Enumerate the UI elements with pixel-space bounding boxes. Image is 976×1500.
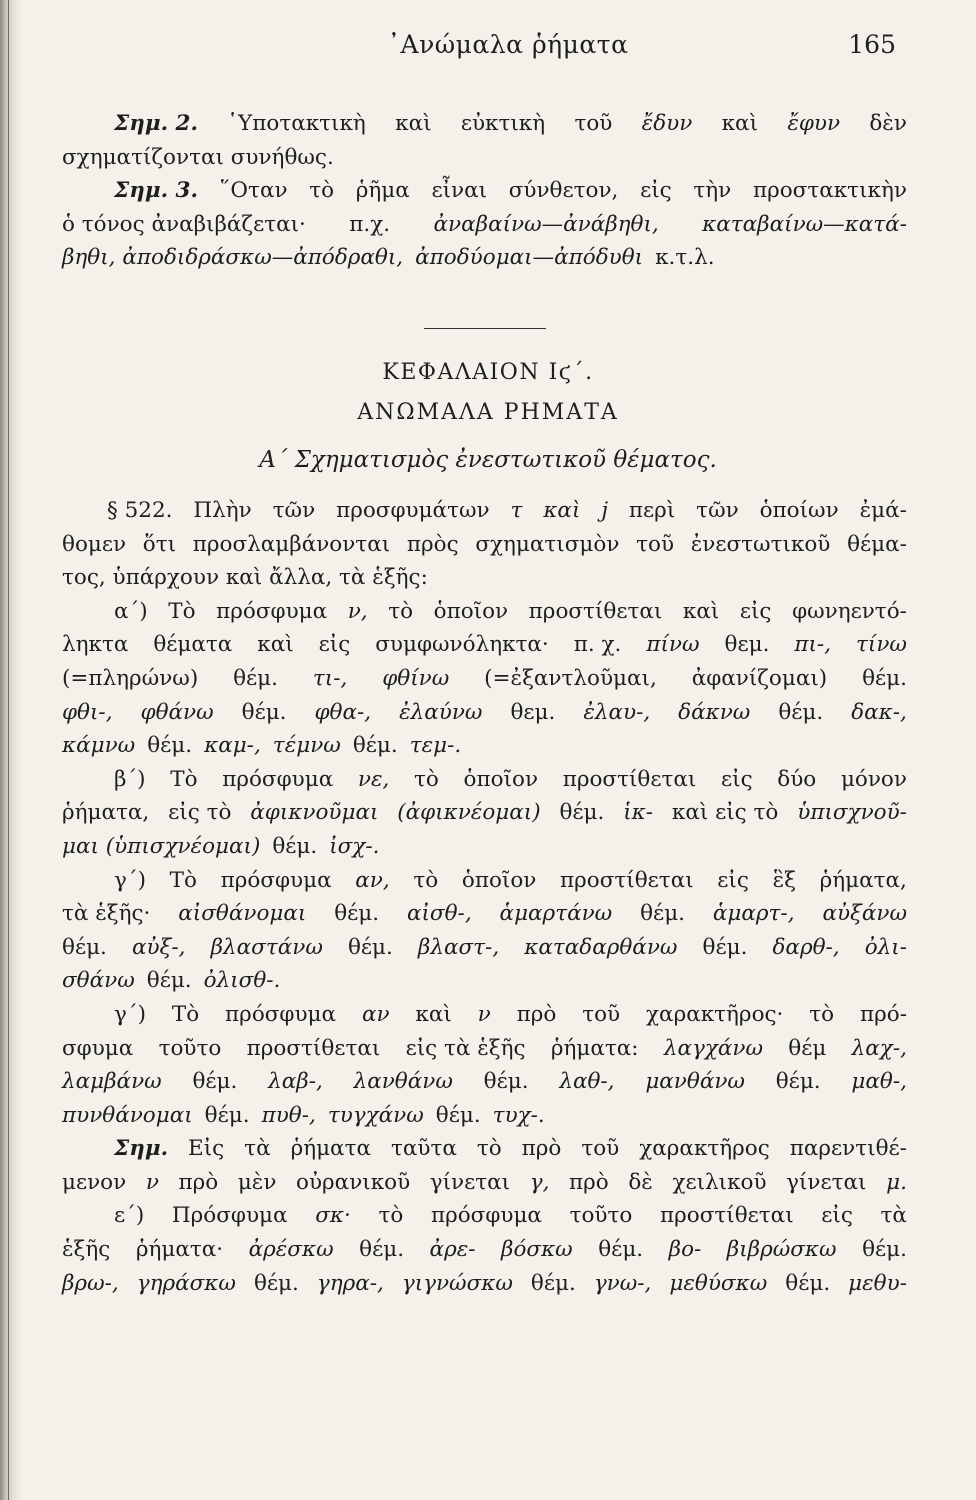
word: προστίθεται — [659, 1203, 794, 1229]
word: λανθάνω — [353, 1069, 453, 1095]
word: θέμ. — [192, 1069, 238, 1095]
word: γιγνώσκω — [401, 1270, 513, 1296]
word: ἑξῆς — [62, 1237, 111, 1263]
word: τὰ — [880, 1203, 907, 1229]
text-line — [62, 208, 907, 242]
word: γίνεται — [786, 1169, 867, 1195]
text-line — [62, 107, 907, 141]
word: περὶ — [628, 498, 676, 523]
word: θομεν — [62, 531, 127, 557]
word: τ — [510, 498, 523, 523]
word: τὸ — [476, 1136, 502, 1162]
word: ῥήματα· — [135, 1237, 224, 1263]
word: τὸ — [388, 598, 414, 624]
word: ὀλισθ-. — [203, 968, 281, 994]
word: κάμνω — [62, 733, 136, 759]
word: μεθύσκω — [669, 1270, 768, 1296]
word: ἀρέσκω — [248, 1237, 334, 1263]
word: τεμ-. — [409, 733, 462, 759]
text-line — [62, 662, 907, 696]
word: θεμ. — [510, 699, 556, 725]
word: φωνηεντό- — [792, 598, 907, 624]
body-text — [62, 494, 907, 1300]
word: π. χ. — [573, 632, 622, 658]
text-line — [62, 174, 907, 208]
word: ἐλαύνω — [399, 699, 483, 725]
word: ῥήματα, — [819, 867, 907, 893]
word: τι-, — [312, 665, 348, 691]
word: προστίθεται — [528, 598, 663, 624]
word: φθι-, — [62, 699, 113, 725]
word: ἰσχ-. — [329, 833, 380, 859]
word: καὶ εἰς τὸ — [671, 800, 779, 826]
text-line — [62, 1199, 907, 1233]
word: ὅτι — [142, 531, 177, 557]
word: καταδαρθάνω — [524, 934, 678, 960]
word: καταβαίνω—κατά- — [702, 211, 907, 237]
word: βρω-, — [62, 1270, 119, 1296]
word: βιβρώσκω — [726, 1237, 837, 1263]
word: πρόσφυμα — [222, 766, 334, 792]
word: τὰ — [244, 1136, 271, 1162]
word: λαμβάνω — [62, 1069, 162, 1095]
word: ὁποίων — [759, 498, 839, 523]
word: τίνω — [856, 632, 907, 658]
word: θέμ. — [559, 800, 605, 826]
word: ὁποῖον — [433, 598, 509, 624]
word: δὲ — [628, 1169, 653, 1195]
word: θέμ. — [147, 733, 193, 759]
word: ῥῆμα — [355, 178, 410, 204]
word: θέμ. — [598, 1237, 644, 1263]
word: θέμ. — [862, 1237, 907, 1263]
word: ε΄) — [114, 1203, 145, 1229]
word: γ΄) — [114, 1001, 146, 1027]
word: γνω-, — [593, 1270, 652, 1296]
chapter-title: ΑΝΩΜΑΛΑ ΡΗΜΑΤΑ — [357, 400, 619, 425]
word: ῾Υποτακτικὴ — [227, 111, 366, 136]
word: δαρθ-, — [772, 934, 840, 960]
text-line — [62, 561, 907, 595]
word: δακ-, — [851, 699, 907, 725]
word: ἀποδύομαι—ἀπόδυθι — [415, 245, 644, 271]
word: θέμ. — [272, 833, 318, 859]
text-line — [62, 1065, 907, 1099]
word: ἔφυν — [787, 111, 841, 136]
word: καὶ — [721, 111, 758, 136]
word: τῶν — [696, 498, 739, 523]
word: θέμ. — [233, 665, 278, 691]
word: γηράσκω — [136, 1270, 236, 1296]
word: Τὸ — [169, 867, 197, 893]
word: χαρακτῆρος — [639, 1136, 770, 1162]
word: θέμ. — [778, 699, 824, 725]
word: ῞Οταν — [219, 178, 288, 204]
word: προσφυμάτων — [336, 498, 490, 523]
word: μ. — [886, 1169, 907, 1195]
word: αἰσθάνομαι — [178, 901, 307, 927]
word: ἐλαυ-, — [583, 699, 651, 725]
word: σύνθετον, — [508, 178, 619, 204]
word: συμφωνόληκτα· — [375, 632, 549, 658]
word: τὸ — [809, 1001, 835, 1027]
word: καὶ — [543, 498, 581, 523]
word: μανθάνω — [645, 1069, 745, 1095]
word: Τὸ — [171, 1001, 200, 1027]
word: γηρα-, — [316, 1270, 384, 1296]
word: θέμ. — [241, 699, 287, 725]
text-line — [62, 897, 907, 931]
word: νε, — [357, 766, 390, 792]
word: θέμ. — [62, 934, 107, 960]
word: μενον — [62, 1169, 127, 1195]
word: ὁποῖον — [463, 766, 539, 792]
word: βηθι, ἀποδιδράσκω—ἀπόδραθι, — [62, 245, 404, 271]
word: σχηματίζονται συνήθως. — [62, 144, 334, 170]
section-rule — [424, 328, 546, 329]
word: σθάνω — [62, 968, 135, 994]
word: Εἰς — [188, 1136, 225, 1162]
text-line — [62, 1233, 907, 1267]
word: ἐνεστωτικοῦ — [690, 531, 831, 557]
running-title: ᾿Ανώμαλα ῥήματα — [387, 30, 629, 59]
word: π.χ. — [349, 211, 391, 237]
word: πρόσφυμα — [225, 1001, 337, 1027]
word: ῥήματα: — [550, 1035, 639, 1061]
page-binding-edge — [0, 0, 22, 1500]
word: θέμ. — [347, 934, 393, 960]
word: μεθυ- — [848, 1270, 907, 1296]
text-line — [62, 931, 907, 965]
word: ῥήματα — [290, 1136, 371, 1162]
text-line — [62, 864, 907, 898]
text-line — [62, 796, 907, 830]
chapter-subtitle: Α΄ Σχηματισμὸς ἐνεστωτικοῦ θέματος. — [259, 447, 717, 473]
text-line — [62, 696, 907, 730]
text-line — [62, 528, 907, 562]
text-line — [62, 1032, 907, 1066]
word: ἐμά- — [859, 498, 907, 523]
word: ὀλι- — [864, 934, 907, 960]
word: λαθ-, — [559, 1069, 615, 1095]
text-line — [62, 998, 907, 1032]
word: πρὸς — [406, 531, 459, 557]
word: πυνθάνομαι — [62, 1102, 193, 1128]
word: θέματα — [153, 632, 233, 658]
word: λαβ-, — [268, 1069, 323, 1095]
text-line — [62, 763, 907, 797]
word: ἓξ — [772, 867, 796, 893]
word: θέμα- — [847, 531, 907, 557]
word: Σημ. 2. — [114, 111, 198, 136]
word: μόνον — [840, 766, 907, 792]
word: τοῦτο — [569, 1203, 633, 1229]
word: ληκτα — [62, 632, 129, 658]
word: τοῦ — [636, 531, 675, 557]
text-line — [62, 141, 907, 175]
word: φθάνω — [140, 699, 214, 725]
word: χειλικοῦ — [672, 1169, 767, 1195]
word: καὶ — [415, 1001, 452, 1027]
page-number: 165 — [848, 30, 896, 59]
word: ν — [477, 1001, 491, 1027]
word: φθίνω — [382, 665, 450, 691]
text-line — [62, 729, 907, 763]
word: βλαστάνω — [210, 934, 323, 960]
word: j — [601, 498, 608, 523]
word: Πρόσφυμα — [171, 1203, 288, 1229]
word: βλαστ-, — [417, 934, 500, 960]
word: πρό- — [860, 1001, 907, 1027]
word: προστίθεται — [560, 867, 694, 893]
text-line — [62, 964, 907, 998]
word: ἀφανίζομαι) — [691, 665, 828, 691]
text-line — [62, 1099, 907, 1133]
word: εἰς — [717, 867, 749, 893]
word: Σημ. 3. — [114, 178, 198, 204]
word: καὶ — [395, 111, 432, 136]
word: εἰς — [318, 632, 351, 658]
word: πίνω — [646, 632, 700, 658]
word: βόσκω — [501, 1237, 573, 1263]
word: Πλὴν — [193, 498, 252, 523]
word: βο- — [668, 1237, 702, 1263]
word: εἰς — [821, 1203, 853, 1229]
word: τὸ — [414, 766, 439, 792]
word: δάκνω — [678, 699, 751, 725]
word: ἀφικνοῦμαι — [250, 800, 379, 826]
word: μαθ-, — [851, 1069, 907, 1095]
word: ὑπισχνοῦ- — [797, 800, 907, 826]
word: σφυμα — [62, 1035, 134, 1061]
word: χαρακτῆρος· — [646, 1001, 784, 1027]
word: τοῦ — [581, 1136, 620, 1162]
word: θέμ. — [146, 968, 192, 994]
text-line — [62, 628, 907, 662]
word: α΄) — [114, 598, 148, 624]
word: εἰς τὸ — [168, 800, 232, 826]
word: πρὸ — [178, 1169, 219, 1195]
word: αν, — [355, 867, 390, 893]
word: καὶ — [257, 632, 294, 658]
word: πρόσφυμα — [220, 867, 332, 893]
word: οὐρανικοῦ — [296, 1169, 411, 1195]
word: τοῦ — [582, 1001, 621, 1027]
word: θέμ. — [530, 1270, 576, 1296]
word: (=ἐξαντλοῦμαι, — [484, 665, 657, 691]
word: θεμ. — [724, 632, 770, 658]
word: λαγχάνω — [663, 1035, 763, 1061]
word: θέμ. — [359, 1237, 405, 1263]
word: τὸ — [413, 867, 439, 893]
word: δὲν — [869, 111, 907, 136]
word: θέμ. — [640, 901, 685, 927]
word: προστίθεται — [562, 766, 697, 792]
word: εἰς — [721, 766, 753, 792]
word: εὐκτικὴ — [460, 111, 546, 136]
word: τοῦτο — [158, 1035, 222, 1061]
word: θέμ. — [253, 1270, 299, 1296]
word: σχηματισμὸν — [475, 531, 620, 557]
word: προστίθεται — [246, 1035, 381, 1061]
word: αν — [361, 1001, 390, 1027]
word: πρὸ — [521, 1136, 562, 1162]
word: εἰς — [739, 598, 772, 624]
notes-top — [62, 107, 907, 275]
word: τοῦ — [574, 111, 613, 136]
word: ἀναβαίνω—ἀνάβηθι, — [433, 211, 659, 237]
word: αὐξ-, — [131, 934, 186, 960]
word: Τὸ — [170, 766, 198, 792]
page-header — [120, 30, 896, 70]
word: ἔδυν — [641, 111, 693, 136]
word: τὸ — [378, 1203, 404, 1229]
word: τῶν — [272, 498, 316, 523]
word: παρεντιθέ- — [789, 1136, 907, 1162]
word: πρὸ — [569, 1169, 609, 1195]
word: Τὸ — [168, 598, 196, 624]
word: ἁμαρτάνω — [499, 901, 613, 927]
word: τέμνω — [272, 733, 341, 759]
word: θέμ. — [204, 1102, 250, 1128]
word: τὰ ἑξῆς· — [62, 901, 151, 927]
word: θέμ. — [435, 1102, 481, 1128]
word: (=πληρώνω) — [62, 665, 199, 691]
text-line — [62, 830, 907, 864]
word: ν — [145, 1169, 159, 1195]
word: τὸ — [309, 178, 335, 204]
word: ῥήματα, — [62, 800, 150, 826]
text-line — [62, 595, 907, 629]
word: γ, — [529, 1169, 550, 1195]
word: ν, — [347, 598, 368, 624]
word: θέμ. — [785, 1270, 831, 1296]
word: πρόσφυμα — [216, 598, 328, 624]
word: ἱκ- — [623, 800, 654, 826]
word: ἀρε- — [429, 1237, 476, 1263]
word: φθα-, — [314, 699, 372, 725]
word: μὲν — [237, 1169, 277, 1195]
word: εἶναι — [431, 178, 488, 204]
text-line — [62, 1166, 907, 1200]
text-line — [62, 241, 907, 275]
word: γ΄) — [114, 867, 146, 893]
word: θέμ. — [334, 901, 380, 927]
word: προστακτικὴν — [752, 178, 907, 204]
word: ὁποῖον — [461, 867, 537, 893]
word: λαχ-, — [851, 1035, 907, 1061]
word: β΄) — [114, 766, 146, 792]
word: εἰς — [640, 178, 672, 204]
word: γίνεται — [429, 1169, 511, 1195]
word: εἰς τὰ ἑξῆς — [405, 1035, 526, 1061]
word: (ἀφικνέομαι) — [397, 800, 541, 826]
word: § 522. — [107, 498, 173, 523]
word: θέμ. — [483, 1069, 529, 1095]
chapter-number: ΚΕΦΑΛΑΙΟΝ Ιϛ΄. — [382, 360, 594, 385]
word: δύο — [777, 766, 817, 792]
word: Σημ. — [114, 1136, 169, 1162]
text-line — [62, 1132, 907, 1166]
text-line — [62, 1267, 907, 1301]
word: καμ-, — [204, 733, 261, 759]
word: τὴν — [693, 178, 732, 204]
word: θέμ. — [862, 665, 907, 691]
word: ἁμαρτ-, — [712, 901, 795, 927]
word: τος, ὑπάρχουν καὶ ἄλλα, τὰ ἑξῆς: — [62, 565, 428, 591]
word: πρόσφυμα — [430, 1203, 542, 1229]
text-line — [62, 494, 907, 528]
word: θέμ — [788, 1035, 827, 1061]
word: ὁ τόνος ἀναβιβάζεται· — [62, 211, 306, 237]
word: μαι (ὑπισχνέομαι) — [62, 833, 261, 859]
word: πρὸ — [516, 1001, 557, 1027]
word: αἰσθ-, — [406, 901, 472, 927]
word: θέμ. — [352, 733, 398, 759]
word: σκ· — [315, 1203, 351, 1229]
word: θέμ. — [702, 934, 748, 960]
word: ταῦτα — [390, 1136, 457, 1162]
word: αὐξάνω — [822, 901, 907, 927]
word: προσλαμβάνονται — [192, 531, 391, 557]
word: κ.τ.λ. — [655, 245, 715, 271]
word: τυγχάνω — [327, 1102, 424, 1128]
word: πυθ-, — [261, 1102, 316, 1128]
word: πι-, — [794, 632, 832, 658]
word: τυχ-. — [492, 1102, 545, 1128]
word: καὶ — [682, 598, 720, 624]
word: θέμ. — [775, 1069, 821, 1095]
